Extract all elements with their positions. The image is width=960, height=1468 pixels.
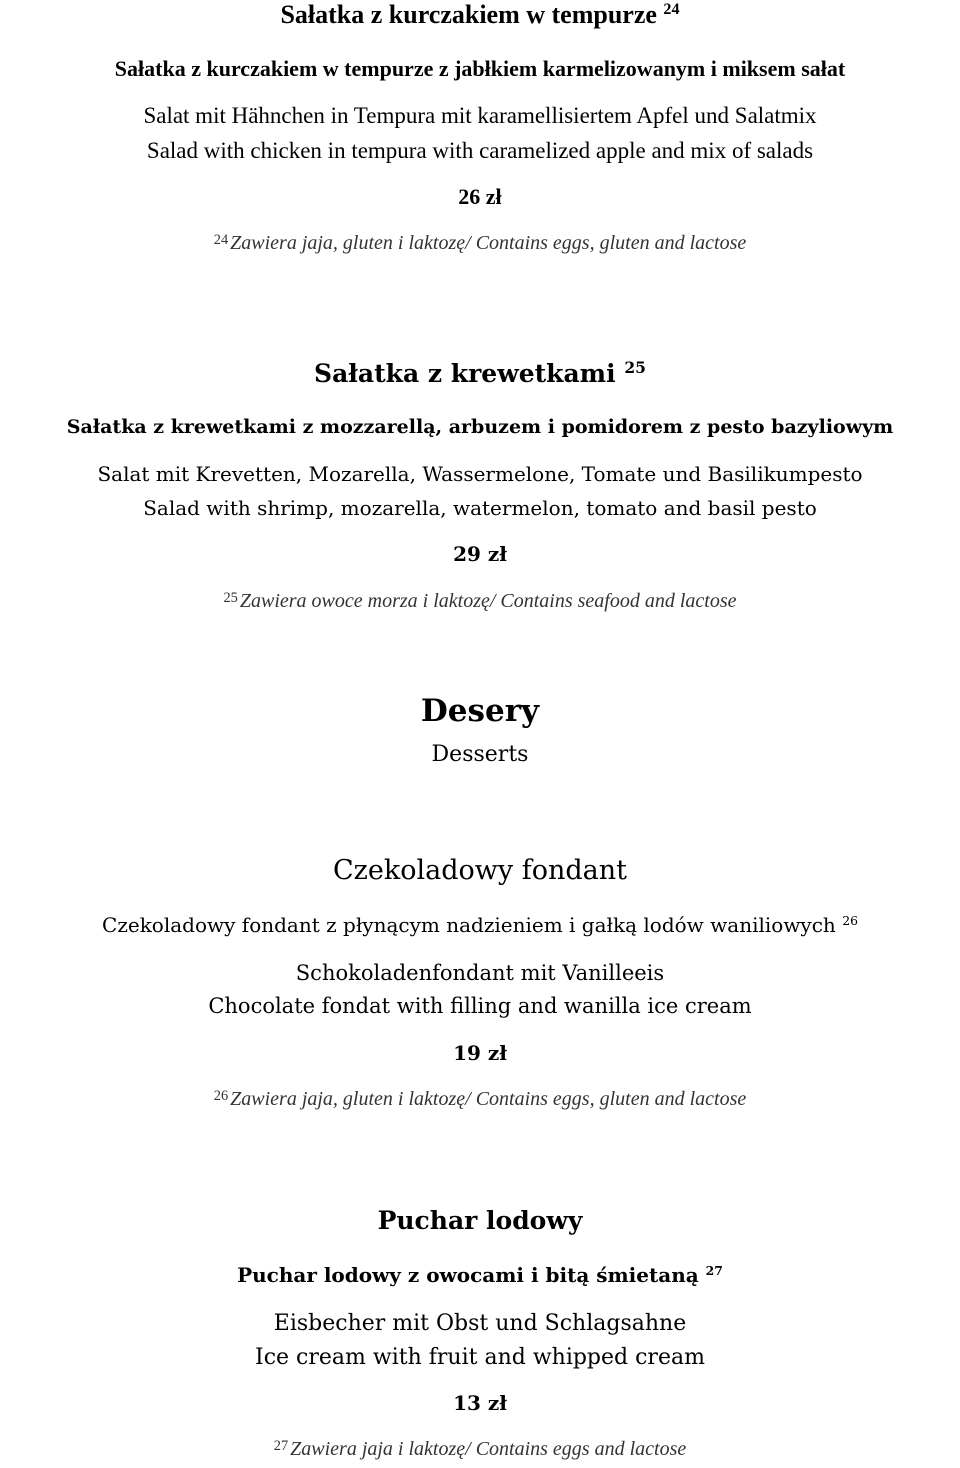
footnote-ref: 25 (624, 358, 646, 378)
item-polish-description (0, 58, 960, 80)
footnote-ref: 24 (213, 231, 229, 248)
section-subtitle: Desserts (431, 742, 529, 767)
footnote-ref: 27 (705, 1263, 723, 1279)
item-title-text: Sałatka z krewetkami (314, 359, 616, 388)
item-allergen-note (0, 591, 960, 611)
footnote-ref: 26 (842, 913, 858, 929)
polish-text: Sałatka z kurczakiem w tempurze z jabłkiem karmelizowanym i miksem sałat (114, 56, 846, 81)
item-german-description: Salat mit Krevetten, Mozarella, Wassermelone, Tomate und Basilikumpesto (97, 462, 863, 486)
item-title (0, 358, 960, 388)
item-german-description: Eisbecher mit Obst und Schlagsahne (273, 1311, 687, 1336)
allergen-text: Zawiera jaja, gluten i laktozę/ Contains eggs, gluten and lactose (230, 232, 747, 254)
item-title (0, 857, 960, 884)
item-allergen-note (0, 1439, 960, 1459)
item-title (0, 1208, 960, 1233)
allergen-text: Zawiera jaja, gluten i laktozę/ Contains eggs, gluten and lactose (230, 1088, 747, 1110)
polish-text: Czekoladowy fondant z płynącym nadzieniem i gałką lodów waniliowych (102, 913, 836, 937)
item-title-text: Czekoladowy fondant (333, 855, 627, 886)
item-title-text: Sałatka z kurczakiem w tempurze (280, 0, 657, 29)
item-allergen-note (0, 233, 960, 253)
item-german-description: Salat mit Hähnchen in Tempura mit karamellisiertem Apfel und Salatmix (143, 103, 817, 128)
item-price: 29 zł (453, 542, 507, 566)
item-english-description: Salad with chicken in tempura with caramelized apple and mix of salads (146, 138, 814, 163)
item-allergen-note (0, 1089, 960, 1109)
footnote-ref: 25 (223, 589, 238, 606)
footnote-ref: 27 (273, 1437, 289, 1454)
item-price: 26 zł (458, 184, 502, 209)
item-polish-description (0, 1265, 960, 1285)
item-german-description: Schokoladenfondant mit Vanilleeis (295, 961, 665, 985)
allergen-text: Zawiera jaja i laktozę/ Contains eggs and lactose (290, 1438, 687, 1460)
item-price: 13 zł (453, 1391, 507, 1415)
item-english-description: Ice cream with fruit and whipped cream (255, 1345, 705, 1370)
section-title: Desery (420, 693, 540, 729)
polish-text: Puchar lodowy z owocami i bitą śmietaną (237, 1263, 699, 1287)
item-polish-description (0, 915, 960, 935)
item-english-description: Chocolate fondat with filling and wanilla ice cream (208, 994, 752, 1018)
allergen-text: Zawiera owoce morza i laktozę/ Contains seafood and lactose (239, 590, 737, 612)
item-title (0, 2, 960, 28)
item-english-description: Salad with shrimp, mozarella, watermelon, tomato and basil pesto (143, 496, 817, 520)
item-price: 19 zł (453, 1041, 507, 1065)
polish-text: Sałatka z krewetkami z mozzarellą, arbuzem i pomidorem z pesto bazyliowym (66, 416, 894, 438)
item-polish-description (0, 418, 960, 437)
footnote-ref: 26 (213, 1087, 229, 1104)
footnote-ref: 24 (663, 1, 680, 19)
item-title-text: Puchar lodowy (377, 1206, 583, 1235)
